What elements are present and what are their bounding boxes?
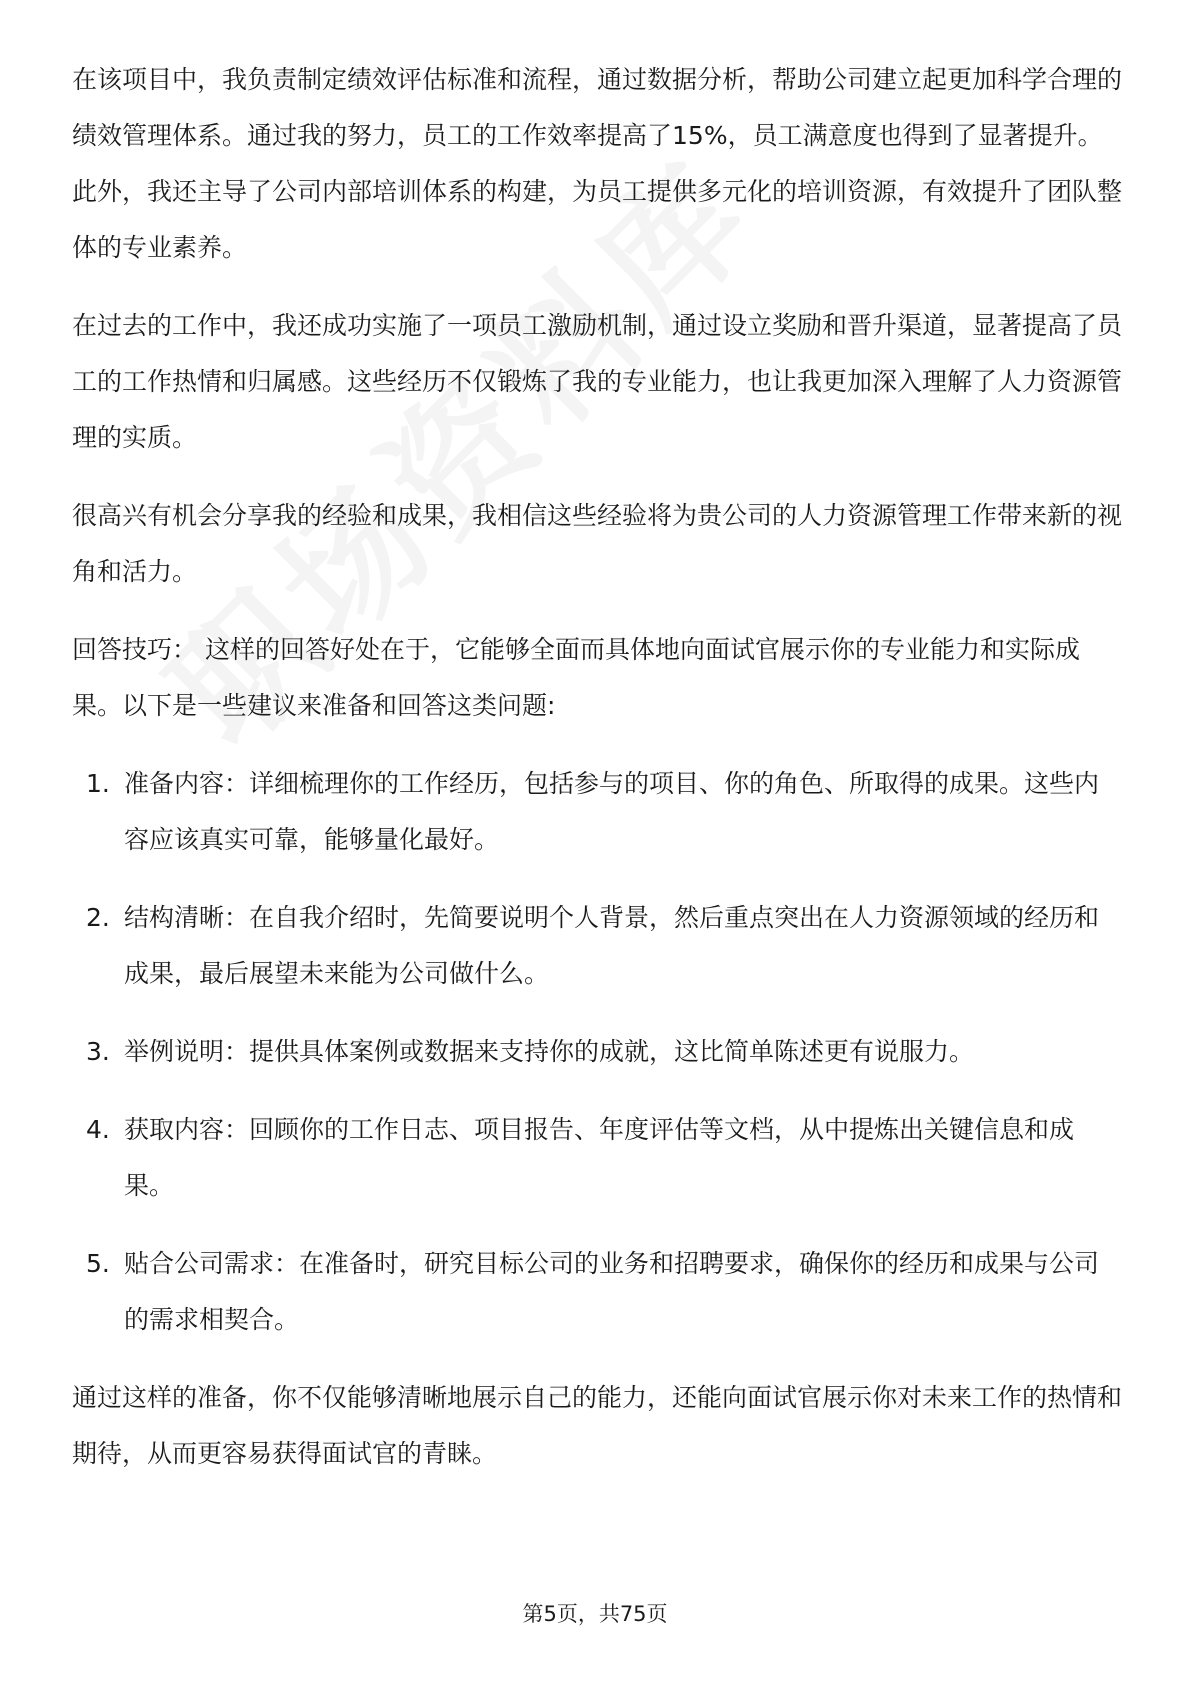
tips-list [72, 756, 1122, 1348]
list-item-text: 贴合公司需求：在准备时，研究目标公司的业务和招聘要求，确保你的经历和成果与公司的需求相契合。 [124, 1249, 1100, 1334]
document-body [72, 52, 1122, 1504]
list-item-text: 准备内容：详细梳理你的工作经历，包括参与的项目、你的角色、所取得的成果。这些内容应该真实可靠，能够量化最好。 [124, 769, 1100, 854]
paragraph-closing: 通过这样的准备，你不仅能够清晰地展示自己的能力，还能向面试官展示你对未来工作的热情和期待，从而更容易获得面试官的青睐。 [72, 1383, 1123, 1468]
list-item [72, 1102, 1122, 1214]
list-number: 1. [86, 769, 110, 798]
paragraph-project: 在该项目中，我负责制定绩效评估标准和流程，通过数据分析，帮助公司建立起更加科学合理的绩效管理体系。通过我的努力，员工的工作效率提高了15%，员工满意度也得到了显著提升。此外，我还主导了公司内部培训体系的构建，为员工提供多元化的培训资源，有效提升了团队整体的专业素养。 [72, 65, 1123, 262]
paragraph-incentive: 在过去的工作中，我还成功实施了一项员工激励机制，通过设立奖励和晋升渠道，显著提高了员工的工作热情和归属感。这些经历不仅锻炼了我的专业能力，也让我更加深入理解了人力资源管理的实质。 [72, 311, 1123, 452]
list-item-text: 获取内容：回顾你的工作日志、项目报告、年度评估等文档，从中提炼出关键信息和成果。 [124, 1115, 1075, 1200]
list-number: 5. [86, 1249, 110, 1278]
list-number: 4. [86, 1115, 110, 1144]
list-item [72, 1024, 1122, 1080]
paragraph-tips-intro: 回答技巧： 这样的回答好处在于，它能够全面而具体地向面试官展示你的专业能力和实际成果。以下是一些建议来准备和回答这类问题: [72, 635, 1080, 720]
list-item [72, 890, 1122, 1002]
paragraph-share: 很高兴有机会分享我的经验和成果，我相信这些经验将为贵公司的人力资源管理工作带来新的视角和活力。 [72, 501, 1123, 586]
page-footer: 第5页，共75页 [522, 1602, 668, 1626]
list-item [72, 756, 1122, 868]
list-item-text: 结构清晰：在自我介绍时，先简要说明个人背景，然后重点突出在人力资源领域的经历和成果，最后展望未来能为公司做什么。 [124, 903, 1100, 988]
list-number: 3. [86, 1037, 110, 1066]
list-item-text: 举例说明：提供具体案例或数据来支持你的成就，这比简单陈述更有说服力。 [124, 1037, 975, 1066]
list-number: 2. [86, 903, 110, 932]
list-item [72, 1236, 1122, 1348]
